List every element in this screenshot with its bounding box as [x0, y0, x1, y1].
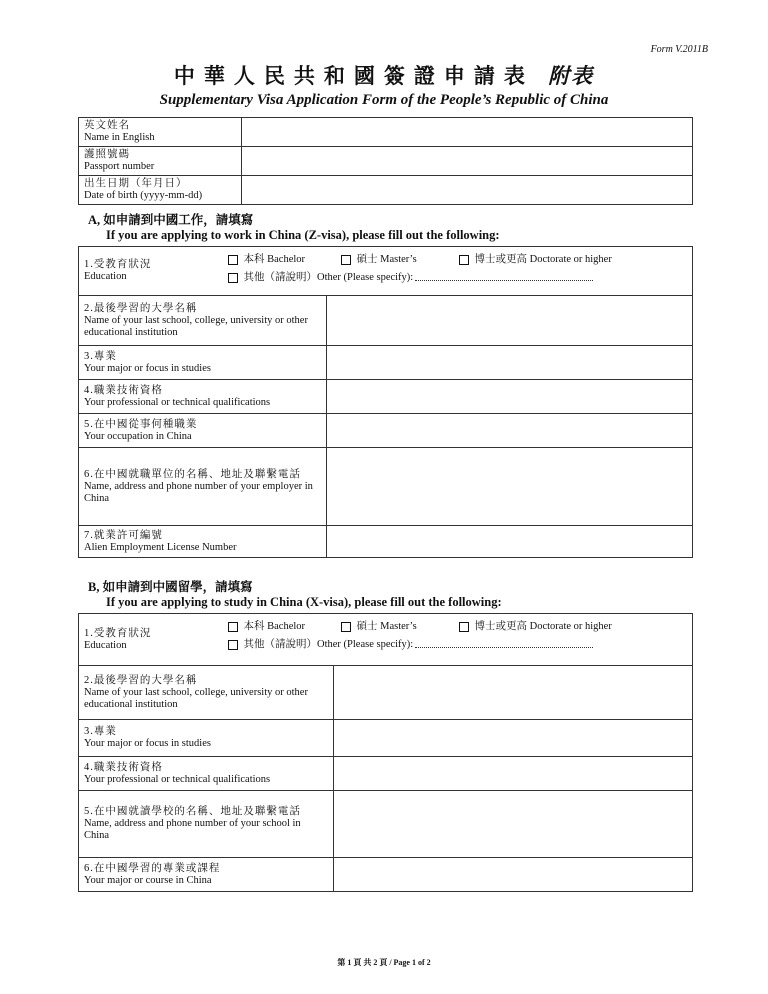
section-a-table [78, 246, 693, 558]
name-in-english-field[interactable] [242, 118, 693, 147]
b-school-field[interactable] [334, 791, 693, 858]
a-last-school-label: 2.最後學習的大學名稱 Name of your last school, college, university or other educational institution [79, 296, 327, 346]
title-suffix: 附表 [548, 64, 595, 88]
a-other-specify-field[interactable] [415, 271, 593, 281]
a-education-options [214, 247, 693, 296]
form-number: Form V.2011B [650, 44, 708, 55]
b-qualifications-field[interactable] [334, 757, 693, 791]
b-major-label: 3.專業 Your major or focus in studies [79, 720, 334, 757]
page-title-chinese: 中華人民共和國簽證申請表 附表 [173, 64, 595, 88]
dob-label: 出生日期（年月日） Date of birth (yyyy-mm-dd) [79, 176, 242, 205]
a-qualifications-label: 4.職業技術資格 Your professional or technical qualifications [79, 380, 327, 414]
a-license-label: 7.就業許可編號 Alien Employment License Number [79, 526, 327, 558]
passport-label: 護照號碼 Passport number [79, 147, 242, 176]
a-major-field[interactable] [327, 346, 693, 380]
a-last-school-field[interactable] [327, 296, 693, 346]
b-master-checkbox[interactable]: 碩士 Master’s [341, 620, 459, 634]
a-employer-field[interactable] [327, 448, 693, 526]
date-of-birth-field[interactable] [242, 176, 693, 205]
page-footer: 第 1 頁 共 2 頁 / Page 1 of 2 [337, 958, 431, 967]
checkbox-icon [459, 622, 469, 632]
b-education-options [214, 614, 693, 666]
b-last-school-label: 2.最後學習的大學名稱 Name of your last school, college, university or other educational institution [79, 666, 334, 720]
b-major-field[interactable] [334, 720, 693, 757]
checkbox-icon [228, 622, 238, 632]
b-doctorate-checkbox[interactable]: 博士或更高 Doctorate or higher [459, 620, 612, 634]
a-occupation-field[interactable] [327, 414, 693, 448]
a-education-label: 1.受教育狀況 Education [79, 247, 214, 296]
b-course-label: 6.在中國學習的專業或課程 Your major or course in China [79, 858, 334, 892]
section-a-heading [88, 213, 500, 243]
b-qualifications-label: 4.職業技術資格 Your professional or technical qualifications [79, 757, 334, 791]
section-b-heading-zh: B, 如申請到中國留學，請填寫 [88, 580, 253, 594]
b-last-school-field[interactable] [334, 666, 693, 720]
b-bachelor-checkbox[interactable]: 本科 Bachelor [228, 620, 341, 634]
a-occupation-label: 5.在中國從事何種職業 Your occupation in China [79, 414, 327, 448]
b-education-label: 1.受教育狀況 Education [79, 614, 214, 666]
section-b-heading-en: If you are applying to study in China (X-visa), please fill out the following: [106, 595, 502, 609]
section-b-heading [88, 580, 502, 610]
a-qualifications-field[interactable] [327, 380, 693, 414]
checkbox-icon [228, 273, 238, 283]
name-label: 英文姓名 Name in English [79, 118, 242, 147]
a-major-label: 3.專業 Your major or focus in studies [79, 346, 327, 380]
a-license-number-field[interactable] [327, 526, 693, 558]
personal-info-table [78, 117, 693, 205]
b-course-field[interactable] [334, 858, 693, 892]
checkbox-icon [228, 255, 238, 265]
a-other-checkbox[interactable]: 其他（請說明）Other (Please specify): [228, 271, 414, 285]
checkbox-icon [341, 622, 351, 632]
section-a-heading-zh: A, 如申請到中國工作，請填寫 [88, 213, 254, 227]
checkbox-icon [228, 640, 238, 650]
a-master-checkbox[interactable]: 碩士 Master’s [341, 253, 459, 267]
checkbox-icon [341, 255, 351, 265]
section-b-table [78, 613, 693, 892]
section-a-heading-en: If you are applying to work in China (Z-visa), please fill out the following: [106, 228, 500, 242]
a-doctorate-checkbox[interactable]: 博士或更高 Doctorate or higher [459, 253, 612, 267]
a-employer-label: 6.在中國就職單位的名稱、地址及聯繫電話 Name, address and phone number of your employer in China [79, 448, 327, 526]
page-title-english: Supplementary Visa Application Form of the People’s Republic of China [159, 92, 609, 108]
passport-number-field[interactable] [242, 147, 693, 176]
checkbox-icon [459, 255, 469, 265]
b-other-specify-field[interactable] [415, 638, 593, 648]
b-other-checkbox[interactable]: 其他（請說明）Other (Please specify): [228, 638, 414, 652]
b-school-label: 5.在中國就讀學校的名稱、地址及聯繫電話 Name, address and phone number of your school in China [79, 791, 334, 858]
a-bachelor-checkbox[interactable]: 本科 Bachelor [228, 253, 341, 267]
